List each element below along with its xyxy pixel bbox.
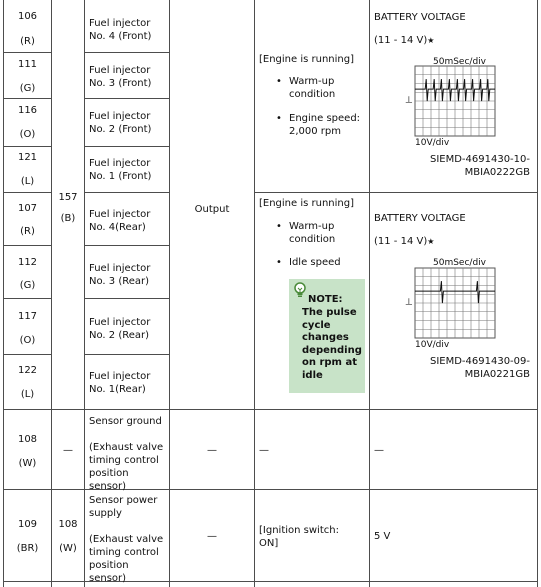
terminal-number: 111 [17, 59, 38, 70]
description-line: Fuel injector [89, 317, 151, 328]
signal-type: — [207, 445, 217, 456]
grid-line [3, 52, 52, 53]
description-line: No. 4 (Front) [89, 31, 152, 42]
grid-line [3, 298, 52, 299]
signal-type: Output [194, 204, 230, 215]
condition-title: [Engine is running] [259, 54, 355, 65]
description-line: No. 1 (Front) [89, 171, 152, 182]
terminal-number: 107 [17, 203, 38, 214]
figure-code: SIEMD-4691430-09- MBIA0221GB [429, 356, 530, 380]
star-icon: ★ [427, 237, 435, 246]
figure-code: SIEMD-4691430-10- MBIA0222GB [429, 154, 530, 178]
description-line: No. 3 (Front) [89, 78, 152, 89]
star-icon: ★ [427, 36, 435, 45]
grid-line [84, 354, 170, 355]
description-line: Fuel injector [89, 18, 151, 29]
wire-color: (L) [20, 176, 35, 187]
ground-wire-color: (W) [59, 543, 77, 554]
grid-line [169, 0, 170, 587]
signal-type: — [207, 531, 217, 542]
ground-terminal-number: 157 [58, 192, 78, 203]
scope-volt-label: 10V/div [415, 138, 450, 148]
terminal-number: 112 [17, 257, 38, 268]
description-line: Fuel injector [89, 111, 151, 122]
condition-title: [Engine is running] [259, 198, 355, 209]
wire-color: (G) [19, 83, 36, 94]
grid-line [84, 98, 170, 99]
svg-text:⊥: ⊥ [405, 297, 413, 308]
scope-volt-label: 10V/div [415, 340, 450, 350]
condition: — [259, 445, 269, 456]
wire-color: (L) [20, 389, 35, 400]
description-line: No. 3 (Rear) [89, 276, 150, 287]
wire-color: (R) [20, 226, 35, 237]
grid-line [84, 52, 170, 53]
value-label: BATTERY VOLTAGE [374, 213, 466, 224]
grid-line [3, 98, 52, 99]
scope-time-label: 50mSec/div [433, 258, 486, 268]
value-label: BATTERY VOLTAGE [374, 12, 466, 23]
condition: [Ignition switch: ON] [259, 525, 339, 549]
grid-line [254, 192, 538, 193]
description-line: No. 2 (Front) [89, 124, 152, 135]
terminal-number: 108 [17, 434, 38, 445]
ground-terminal: — [63, 445, 73, 456]
oscilloscope-waveform [405, 266, 497, 342]
description: Sensor ground (Exhaust valve timing control position sensor) [89, 416, 164, 492]
ground-terminal-number: 108 [58, 519, 78, 530]
value: 5 V [374, 531, 391, 542]
grid-line [254, 0, 255, 587]
grid-line [51, 0, 52, 587]
grid-line [84, 298, 170, 299]
condition-bullet: • Warm-up condition [289, 220, 335, 246]
grid-line [3, 409, 538, 410]
lightbulb-icon [293, 282, 307, 299]
grid-line [3, 581, 538, 582]
terminal-number: 116 [17, 105, 38, 116]
terminal-number: 121 [17, 152, 38, 163]
condition-bullet: • Idle speed [289, 256, 341, 269]
grid-line [84, 245, 170, 246]
terminal-number: 109 [17, 519, 38, 530]
wire-color: (BR) [16, 543, 39, 554]
wire-color: (O) [19, 129, 36, 140]
grid-line [84, 146, 170, 147]
grid-line [3, 245, 52, 246]
value-range: (11 - 14 V)★ [374, 236, 435, 247]
description-line: Fuel injector [89, 158, 151, 169]
condition-bullet: • Engine speed: 2,000 rpm [289, 112, 360, 138]
description-line: Fuel injector [89, 65, 151, 76]
description: Sensor power supply (Exhaust valve timing control position sensor) [89, 495, 164, 584]
value: — [374, 445, 384, 456]
grid-line [3, 192, 52, 193]
grid-line [84, 0, 85, 587]
value-range: (11 - 14 V)★ [374, 35, 435, 46]
scope-time-label: 50mSec/div [433, 57, 486, 67]
svg-text:⊥: ⊥ [405, 95, 413, 106]
description-line: Fuel injector [89, 263, 151, 274]
grid-line [537, 0, 538, 587]
wire-color: (W) [18, 458, 37, 469]
wire-color: (G) [19, 280, 36, 291]
oscilloscope-waveform [405, 64, 497, 140]
note-text: The pulse cycle changes depending on rpm at idle [302, 307, 362, 381]
wire-color: (O) [19, 335, 36, 346]
terminal-number: 106 [17, 11, 38, 22]
grid-line [3, 354, 52, 355]
condition-bullet: • Warm-up condition [289, 75, 335, 101]
note-box [289, 279, 365, 393]
description-line: No. 4(Rear) [89, 222, 146, 233]
description-line: Fuel injector [89, 371, 151, 382]
wire-color: (R) [20, 36, 35, 47]
description-line: Fuel injector [89, 209, 151, 220]
ground-wire-color: (B) [60, 213, 76, 224]
description-line: No. 1(Rear) [89, 384, 146, 395]
note-label: NOTE: [308, 294, 343, 305]
grid-line [3, 489, 538, 490]
grid-line [84, 192, 170, 193]
grid-line [3, 146, 52, 147]
grid-line [369, 0, 370, 587]
terminal-number: 117 [17, 311, 38, 322]
description-line: No. 2 (Rear) [89, 330, 150, 341]
terminal-number: 122 [17, 365, 38, 376]
